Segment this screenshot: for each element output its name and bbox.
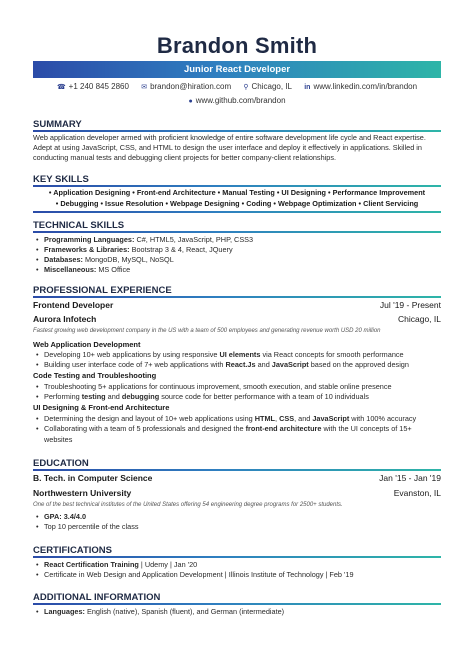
- job-title: Junior React Developer: [183, 64, 291, 75]
- education-bullet: • Top 10 percentile of the class: [36, 522, 139, 531]
- experience-bullet-continuation: websites: [44, 435, 73, 444]
- summary-line: Web application developer armed with proficient knowledge of entire software development life cycle and React expertise.: [33, 133, 426, 142]
- education-dates: Jan '15 - Jan '19: [379, 473, 441, 483]
- linkedin-icon: in: [304, 84, 311, 91]
- additional-rule: [33, 603, 441, 605]
- phone-icon: ☎: [56, 84, 66, 91]
- email-icon: ✉: [141, 84, 148, 91]
- experience-subsection-title: Code Testing and Troubleshooting: [33, 371, 157, 380]
- experience-subsection-title: UI Designing & Front-end Architecture: [33, 403, 170, 412]
- experience-heading: PROFESSIONAL EXPERIENCE: [33, 285, 172, 296]
- experience-bullet: • Collaborating with a team of 5 professionals and designed the front-end architecture with the UI concepts of 15+: [36, 424, 412, 433]
- summary-line: Adept at using JavaScript, CSS, and HTML to design the user interface and deploy it effectively in applications. Skilled in: [33, 143, 422, 152]
- experience-bullet: • Performing testing and debugging source code for better performance with a team of 10 individuals: [36, 392, 369, 401]
- job-title-bar: [33, 61, 441, 78]
- additional-heading: ADDITIONAL INFORMATION: [33, 592, 161, 603]
- experience-bullet: • Determining the design and layout of 10+ web applications using HTML, CSS, and JavaScript with 100% accuracy: [36, 414, 417, 423]
- key-skills-heading: KEY SKILLS: [33, 174, 89, 185]
- certification-item: • React Certification Training | Udemy | Jan '20: [36, 560, 198, 569]
- education-bullet: • GPA: 3.4/4.0: [36, 512, 87, 521]
- contact-row-2: [0, 96, 474, 105]
- tech-skill-item: • Miscellaneous: MS Office: [36, 265, 131, 274]
- contact-email[interactable]: ✉ brandon@hiration.com: [141, 82, 232, 91]
- experience-role: Frontend Developer: [33, 300, 114, 310]
- contact-linkedin[interactable]: in www.linkedin.com/in/brandon: [304, 82, 418, 91]
- education-degree: B. Tech. in Computer Science: [33, 473, 153, 483]
- candidate-name: Brandon Smith: [156, 33, 318, 58]
- certification-item: • Certificate in Web Design and Application Development | Illinois Institute of Technology | Feb '19: [36, 570, 354, 579]
- tech-skill-item: • Frameworks & Libraries: Bootstrap 3 & 4, React, JQuery: [36, 245, 233, 254]
- location-icon: ⚲: [243, 84, 249, 91]
- additional-item: • Languages: English (native), Spanish (fluent), and German (intermediate): [36, 607, 285, 616]
- contact-location: ⚲ Chicago, IL: [243, 82, 292, 91]
- summary-rule: [33, 130, 441, 132]
- company-description: Fastest growing web development company in the US with a team of 500 employees and generating revenue worth USD 20 million: [33, 328, 381, 334]
- technical-skills-heading: TECHNICAL SKILLS: [33, 220, 125, 231]
- certifications-heading: CERTIFICATIONS: [33, 545, 112, 556]
- experience-dates: Jul '19 - Present: [379, 300, 441, 310]
- key-skills-line: • Debugging • Issue Resolution • Webpage Designing • Coding • Webpage Optimization • Client Servicing: [55, 199, 419, 208]
- contact-phone: ☎ +1 240 845 2860: [56, 82, 129, 91]
- education-heading: EDUCATION: [33, 458, 89, 469]
- key-skills-line: • Application Designing • Front-end Architecture • Manual Testing • UI Designing • Performance Improvement: [48, 188, 426, 197]
- contact-github[interactable]: ● www.github.com/brandon: [188, 96, 286, 105]
- education-location: Evanston, IL: [393, 488, 441, 498]
- summary-heading: SUMMARY: [33, 119, 82, 130]
- tech-skill-item: • Programming Languages: C#, HTML5, JavaScript, PHP, CSS3: [36, 235, 254, 244]
- experience-subsection-title: Web Application Development: [33, 340, 141, 349]
- education-school: Northwestern University: [33, 488, 132, 498]
- key-skills-bottom-rule: [33, 211, 441, 213]
- experience-bullet: • Troubleshooting 5+ applications for continuous improvement, smooth execution, and stable online presence: [36, 382, 392, 391]
- contact-row-1: [0, 82, 474, 91]
- experience-company: Aurora Infotech: [33, 314, 97, 324]
- experience-rule: [33, 296, 441, 298]
- education-rule: [33, 469, 441, 471]
- technical-skills-rule: [33, 231, 441, 233]
- tech-skill-item: • Databases: MongoDB, MySQL, NoSQL: [36, 255, 174, 264]
- github-icon: ●: [188, 98, 193, 105]
- experience-bullet: • Building user interface code of 7+ web applications with React.Js and JavaScript based on the approved design: [36, 360, 409, 369]
- experience-bullet: • Developing 10+ web applications by using responsive UI elements via React concepts for smooth performance: [36, 350, 404, 359]
- summary-line: conducting manual tests and debugging client projects for better company-client relationships.: [33, 153, 336, 162]
- school-description: One of the best technical institutes of the United States offering 54 engineering degree programs for 2500+ students.: [33, 502, 343, 508]
- certifications-rule: [33, 556, 441, 558]
- key-skills-rule: [33, 185, 441, 187]
- experience-location: Chicago, IL: [398, 314, 441, 324]
